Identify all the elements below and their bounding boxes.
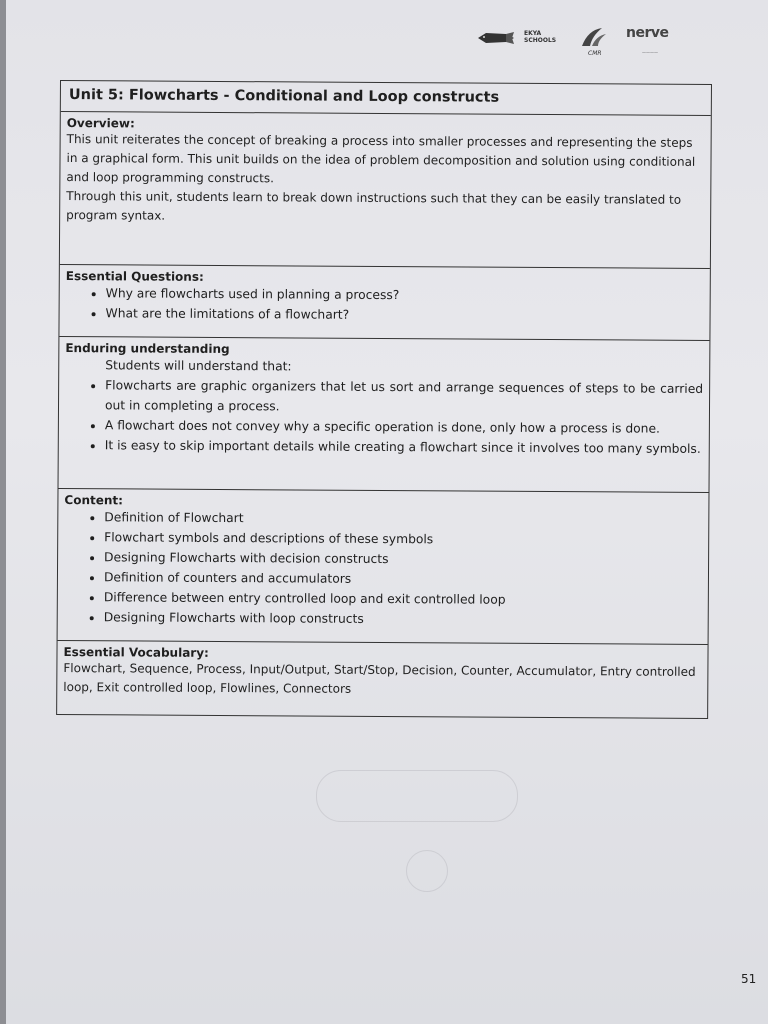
content-section	[58, 488, 709, 644]
list-item: • A flowchart does not convey why a specific operation is done, only how a process is done.	[105, 415, 703, 439]
show-through-circle	[406, 850, 448, 892]
unit-summary-table	[56, 80, 712, 719]
cmr-logo-text: CMR	[588, 50, 602, 57]
unit-title: Unit 5: Flowcharts - Conditional and Loop constructs	[68, 87, 500, 106]
list-item: • It is easy to skip important details while creating a flowchart since it involves too many symbols.	[105, 435, 703, 459]
header-logos	[476, 26, 696, 62]
list-item: • Definition of counters and accumulators	[104, 567, 702, 591]
overview-section	[60, 111, 711, 268]
essential-vocabulary-section	[57, 640, 707, 718]
overview-paragraph-2: Through this unit, students learn to break down instructions such that they can be easily translated to program syntax.	[66, 189, 682, 223]
content-heading: Content:	[64, 493, 124, 508]
enduring-understanding-list	[65, 375, 703, 459]
list-item: • What are the limitations of a flowchart?	[106, 303, 704, 327]
content-list	[64, 507, 703, 631]
page-number: 51	[741, 972, 757, 986]
enduring-understanding-intro: Students will understand that:	[105, 358, 292, 374]
unit-title-row	[61, 81, 711, 115]
list-item: • Definition of Flowchart	[104, 507, 702, 531]
essential-questions-list	[66, 283, 704, 327]
show-through-shape	[316, 770, 518, 822]
list-item: • Designing Flowcharts with decision constructs	[104, 547, 702, 571]
essential-vocabulary-text: Flowchart, Sequence, Process, Input/Output, Start/Stop, Decision, Counter, Accumulator, Entry controlled loop, Exit controlled loop, Flowlines, Connectors	[63, 661, 696, 696]
nerve-logo: nerve	[626, 25, 669, 41]
essential-vocabulary-heading: Essential Vocabulary:	[63, 645, 209, 660]
list-item: • Designing Flowcharts with loop constructs	[104, 607, 702, 631]
list-item: • Difference between entry controlled loop and exit controlled loop	[104, 587, 702, 611]
enduring-understanding-heading: Enduring understanding	[65, 341, 230, 357]
fish-logo-icon	[476, 32, 516, 44]
book-page	[6, 0, 768, 1024]
list-item: • Flowcharts are graphic organizers that let us sort and arrange sequences of steps to be carried out in completing a process.	[105, 375, 703, 419]
overview-paragraph-1: This unit reiterates the concept of breaking a process into smaller processes and representing the steps in a graphical form. This unit builds on the idea of problem decomposition and solution using conditional and loop programming constructs.	[66, 132, 696, 186]
enduring-understanding-section	[59, 336, 710, 492]
list-item: • Flowchart symbols and descriptions of these symbols	[104, 527, 702, 551]
nerve-logo-subtext: ————	[642, 50, 658, 55]
essential-questions-section	[59, 264, 709, 340]
essential-questions-heading: Essential Questions:	[65, 269, 204, 284]
ekya-schools-logo: EKYA SCHOOLS	[524, 30, 557, 44]
overview-heading: Overview:	[66, 116, 135, 131]
list-item: • Why are flowcharts used in planning a process?	[106, 283, 704, 307]
